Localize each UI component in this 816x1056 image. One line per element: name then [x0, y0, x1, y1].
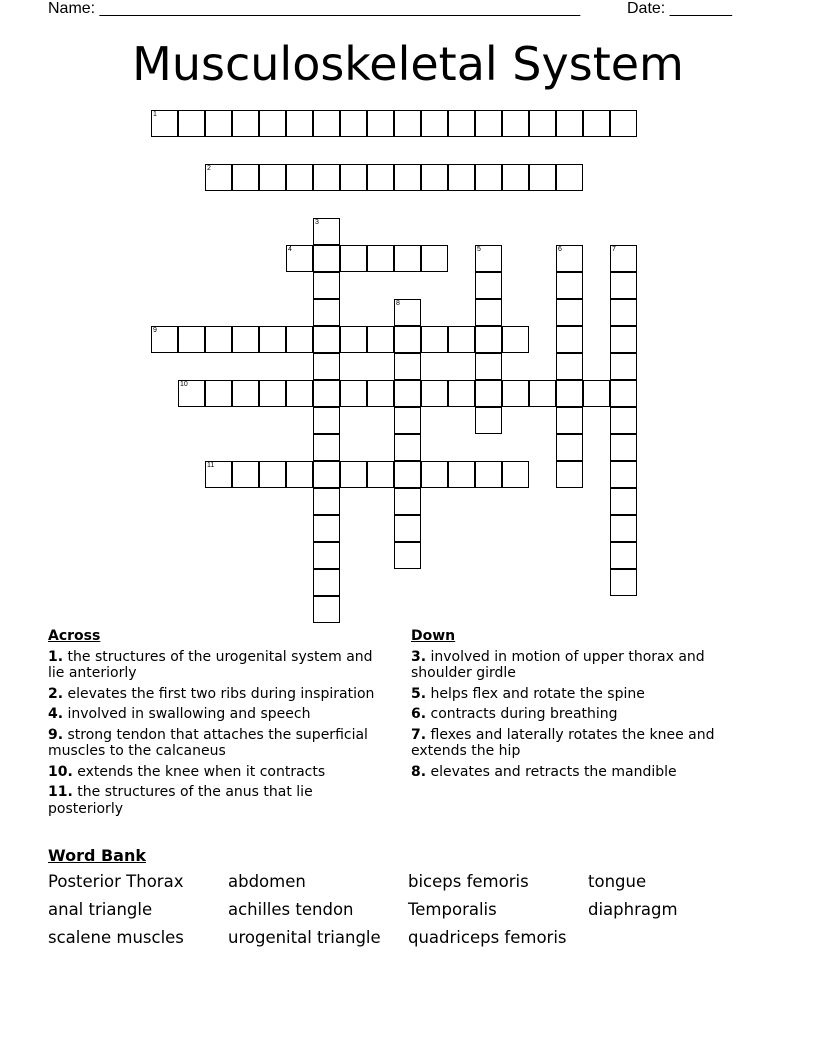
grid-cell[interactable] — [583, 380, 610, 407]
grid-cell[interactable] — [475, 245, 502, 272]
grid-cell[interactable] — [529, 164, 556, 191]
grid-cell[interactable] — [394, 380, 421, 407]
grid-cell[interactable] — [475, 353, 502, 380]
word-bank-item: urogenital triangle — [228, 928, 381, 947]
grid-cell[interactable] — [556, 326, 583, 353]
grid-cell[interactable] — [556, 461, 583, 488]
word-bank-item: Temporalis — [408, 900, 497, 919]
grid-cell[interactable] — [394, 515, 421, 542]
grid-cell[interactable] — [313, 326, 340, 353]
grid-cell[interactable] — [610, 245, 637, 272]
grid-cell[interactable] — [313, 542, 340, 569]
grid-cell[interactable] — [448, 164, 475, 191]
grid-cell[interactable] — [421, 164, 448, 191]
clue-across: 9. strong tendon that attaches the superficial muscles to the calcaneus — [48, 726, 368, 759]
word-bank-item: quadriceps femoris — [408, 928, 567, 947]
grid-cell[interactable] — [610, 326, 637, 353]
grid-cell[interactable] — [259, 326, 286, 353]
grid-cell[interactable] — [367, 110, 394, 137]
grid-cell[interactable] — [205, 164, 232, 191]
grid-cell[interactable] — [502, 110, 529, 137]
clue-across: 11. the structures of the anus that lie posteriorly — [48, 784, 313, 817]
grid-cell[interactable] — [286, 380, 313, 407]
grid-cell[interactable] — [313, 569, 340, 596]
date-field[interactable]: Date: _______ — [627, 0, 732, 17]
grid-cell[interactable] — [394, 245, 421, 272]
grid-cell[interactable] — [556, 164, 583, 191]
grid-cell[interactable] — [421, 245, 448, 272]
grid-cell[interactable] — [259, 461, 286, 488]
word-bank-item: diaphragm — [588, 900, 678, 919]
grid-cell[interactable] — [313, 515, 340, 542]
grid-cell[interactable] — [610, 299, 637, 326]
grid-cell[interactable] — [232, 461, 259, 488]
grid-cell[interactable] — [205, 326, 232, 353]
grid-cell[interactable] — [394, 434, 421, 461]
grid-cell[interactable] — [286, 110, 313, 137]
grid-cell[interactable] — [313, 434, 340, 461]
clue-down: 5. helps flex and rotate the spine — [411, 685, 645, 702]
down-clues — [411, 628, 751, 784]
grid-cell[interactable] — [340, 164, 367, 191]
grid-cell[interactable] — [448, 461, 475, 488]
grid-cell[interactable] — [205, 110, 232, 137]
grid-cell[interactable] — [448, 380, 475, 407]
grid-cell[interactable] — [313, 245, 340, 272]
grid-cell[interactable] — [475, 110, 502, 137]
grid-cell[interactable] — [610, 380, 637, 407]
grid-cell[interactable] — [610, 434, 637, 461]
word-bank-item: biceps femoris — [408, 872, 529, 891]
grid-cell[interactable] — [610, 488, 637, 515]
grid-cell[interactable] — [394, 110, 421, 137]
grid-cell[interactable] — [286, 245, 313, 272]
word-bank-item: anal triangle — [48, 900, 153, 919]
cell-number: 3 — [315, 219, 319, 226]
grid-cell[interactable] — [421, 461, 448, 488]
word-bank-item: achilles tendon — [228, 900, 354, 919]
grid-cell[interactable] — [502, 380, 529, 407]
grid-cell[interactable] — [340, 245, 367, 272]
grid-cell[interactable] — [475, 461, 502, 488]
grid-cell[interactable] — [313, 164, 340, 191]
grid-cell[interactable] — [556, 245, 583, 272]
grid-cell[interactable] — [232, 164, 259, 191]
grid-cell[interactable] — [421, 110, 448, 137]
clue-across: 4. involved in swallowing and speech — [48, 706, 311, 722]
grid-cell[interactable] — [178, 326, 205, 353]
across-heading: Across — [48, 628, 101, 644]
grid-cell[interactable] — [259, 164, 286, 191]
grid-cell[interactable] — [340, 110, 367, 137]
grid-cell[interactable] — [367, 461, 394, 488]
grid-cell[interactable] — [340, 461, 367, 488]
cell-number: 7 — [612, 246, 616, 253]
grid-cell[interactable] — [394, 488, 421, 515]
grid-cell[interactable] — [448, 326, 475, 353]
grid-cell[interactable] — [502, 164, 529, 191]
grid-cell[interactable] — [313, 461, 340, 488]
grid-cell[interactable] — [556, 380, 583, 407]
down-heading: Down — [411, 628, 456, 644]
grid-cell[interactable] — [556, 299, 583, 326]
grid-cell[interactable] — [556, 407, 583, 434]
grid-cell[interactable] — [610, 569, 637, 596]
grid-cell[interactable] — [556, 434, 583, 461]
grid-cell[interactable] — [421, 326, 448, 353]
clue-down: 3. involved in motion of upper thorax and shoulder girdle — [411, 648, 705, 681]
page-title: Musculoskeletal System — [132, 37, 684, 91]
grid-cell[interactable] — [529, 110, 556, 137]
grid-cell[interactable] — [556, 110, 583, 137]
grid-cell[interactable] — [367, 164, 394, 191]
grid-cell[interactable] — [610, 110, 637, 137]
grid-cell[interactable] — [151, 326, 178, 353]
grid-cell[interactable] — [394, 164, 421, 191]
cell-number: 6 — [558, 246, 562, 253]
grid-cell[interactable] — [340, 380, 367, 407]
cell-number: 11 — [207, 462, 215, 469]
grid-cell[interactable] — [556, 272, 583, 299]
grid-cell[interactable] — [610, 353, 637, 380]
grid-cell[interactable] — [151, 110, 178, 137]
grid-cell[interactable] — [394, 326, 421, 353]
word-bank-item: abdomen — [228, 872, 306, 891]
grid-cell[interactable] — [313, 353, 340, 380]
grid-cell[interactable] — [232, 110, 259, 137]
name-field[interactable]: Name: ______________________________________________________ — [48, 0, 581, 17]
grid-cell[interactable] — [394, 542, 421, 569]
grid-cell[interactable] — [205, 380, 232, 407]
across-clues — [48, 628, 378, 821]
grid-cell[interactable] — [286, 164, 313, 191]
grid-cell[interactable] — [475, 380, 502, 407]
word-bank-item: Posterior Thorax — [48, 872, 184, 891]
grid-cell[interactable] — [259, 380, 286, 407]
grid-cell[interactable] — [610, 461, 637, 488]
grid-cell[interactable] — [313, 272, 340, 299]
grid-cell[interactable] — [313, 596, 340, 623]
grid-cell[interactable] — [394, 461, 421, 488]
grid-cell[interactable] — [502, 326, 529, 353]
clue-down: 6. contracts during breathing — [411, 706, 618, 722]
grid-cell[interactable] — [232, 326, 259, 353]
grid-cell[interactable] — [313, 407, 340, 434]
grid-cell[interactable] — [475, 407, 502, 434]
clue-across: 1. the structures of the urogenital system and lie anteriorly — [48, 648, 373, 681]
cell-number: 10 — [180, 381, 188, 388]
grid-cell[interactable] — [502, 461, 529, 488]
clue-across: 2. elevates the first two ribs during inspiration — [48, 685, 375, 702]
grid-cell[interactable] — [313, 218, 340, 245]
grid-cell[interactable] — [259, 110, 286, 137]
grid-cell[interactable] — [475, 326, 502, 353]
clue-down: 7. flexes and laterally rotates the knee and extends the hip — [411, 726, 715, 759]
grid-cell[interactable] — [367, 326, 394, 353]
grid-cell[interactable] — [313, 488, 340, 515]
grid-cell[interactable] — [313, 380, 340, 407]
grid-cell[interactable] — [394, 407, 421, 434]
grid-cell[interactable] — [367, 380, 394, 407]
cell-number: 9 — [153, 327, 157, 334]
grid-cell[interactable] — [421, 380, 448, 407]
grid-cell[interactable] — [475, 164, 502, 191]
grid-cell[interactable] — [340, 326, 367, 353]
grid-cell[interactable] — [394, 353, 421, 380]
grid-cell[interactable] — [178, 380, 205, 407]
word-bank-title: Word Bank — [48, 846, 147, 865]
grid-cell[interactable] — [178, 110, 205, 137]
grid-cell[interactable] — [232, 380, 259, 407]
grid-cell[interactable] — [205, 461, 232, 488]
grid-cell[interactable] — [529, 380, 556, 407]
cell-number: 2 — [207, 165, 211, 172]
grid-cell[interactable] — [610, 515, 637, 542]
grid-cell[interactable] — [394, 299, 421, 326]
cell-number: 1 — [153, 111, 157, 118]
word-bank — [48, 872, 768, 948]
grid-cell[interactable] — [475, 272, 502, 299]
grid-cell[interactable] — [313, 110, 340, 137]
grid-cell[interactable] — [286, 461, 313, 488]
cell-number: 5 — [477, 246, 481, 253]
grid-cell[interactable] — [286, 326, 313, 353]
grid-cell[interactable] — [610, 542, 637, 569]
clue-across: 10. extends the knee when it contracts — [48, 763, 326, 780]
word-bank-item: tongue — [588, 872, 647, 891]
grid-cell[interactable] — [475, 299, 502, 326]
clue-down: 8. elevates and retracts the mandible — [411, 763, 677, 780]
grid-cell[interactable] — [367, 245, 394, 272]
grid-cell[interactable] — [556, 353, 583, 380]
grid-cell[interactable] — [583, 110, 610, 137]
cell-number: 8 — [396, 300, 400, 307]
cell-number: 4 — [288, 246, 292, 253]
grid-cell[interactable] — [610, 407, 637, 434]
word-bank-item: scalene muscles — [48, 928, 184, 947]
grid-cell[interactable] — [610, 272, 637, 299]
grid-cell[interactable] — [448, 110, 475, 137]
grid-cell[interactable] — [313, 299, 340, 326]
